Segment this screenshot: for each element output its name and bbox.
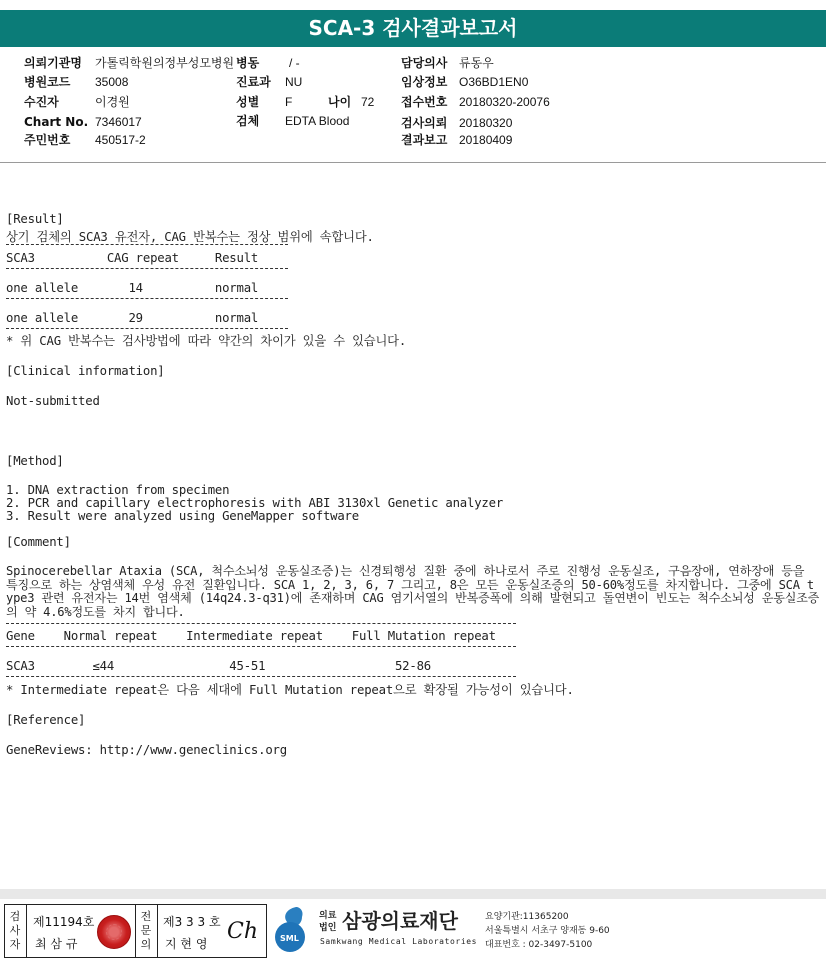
institution-label: 의뢰기관명 bbox=[24, 56, 82, 70]
comment-table-row: SCA3 ≤44 45-51 52-86 bbox=[6, 659, 431, 673]
receipt-label: 접수번호 bbox=[401, 95, 448, 109]
comment-paragraph: Spinocerebellar Ataxia (SCA, 척수소뇌성 운동실조증)는 신경퇴행성 질환 중에 하나로서 주로 진행성 운동실조, 구음장애, 연하장애 등을 특징으로 하는 상염색체 우성 유전 질환입니다. SCA 1, 2, 3, 6, 7 그리고, 8은 모든 운동실조증의 50-60%정도를 차지합니다. 그중에 SCA type3 관련 유전자는 14번 염색체 (14q24.3-q31)에 존재하며 CAG 염기서열의 반복증폭에 의해 발현되고 돌연변이 빈도는 척수소뇌성 운동실조증의 약 4.6%정도를 차지 합니다. bbox=[6, 564, 820, 619]
specialist-char: 문 bbox=[140, 924, 152, 937]
signature-box bbox=[4, 904, 267, 958]
clinical-heading: [Clinical information] bbox=[6, 364, 165, 378]
result-note: * 위 CAG 반복수는 검사방법에 따라 약간의 차이가 있을 수 있습니다. bbox=[6, 334, 407, 348]
ward-value: / - bbox=[289, 56, 300, 70]
age-value: 72 bbox=[361, 95, 375, 109]
header-divider bbox=[0, 162, 826, 163]
id-label: 주민번호 bbox=[24, 133, 71, 147]
comment-note: * Intermediate repeat은 다음 세대에 Full Mutation repeat으로 확장될 가능성이 있습니다. bbox=[6, 683, 574, 697]
examiner-char: 사 bbox=[9, 924, 21, 937]
result-row: one allele 29 normal bbox=[6, 311, 259, 325]
divider bbox=[6, 646, 516, 651]
reference-text: GeneReviews: http://www.geneclinics.org bbox=[6, 743, 287, 757]
patient-label: 수진자 bbox=[24, 95, 59, 109]
clinical-text: Not-submitted bbox=[6, 394, 100, 408]
ward-label: 병동 bbox=[236, 56, 260, 70]
divider bbox=[6, 268, 288, 273]
result-heading: [Result] bbox=[6, 212, 64, 226]
specimen-label: 검체 bbox=[236, 114, 260, 128]
receipt-value: 20180320-20076 bbox=[459, 95, 550, 109]
specimen-value: EDTA Blood bbox=[285, 114, 350, 128]
examiner-name: 최 삼 규 bbox=[35, 937, 78, 951]
institution-value: 가톨릭학원의정부성모병원 bbox=[95, 56, 235, 70]
divider bbox=[6, 676, 516, 681]
examiner-char: 검 bbox=[9, 910, 21, 923]
org-address: 서울특별시 서초구 양재동 9-60 bbox=[485, 926, 610, 936]
clinical-info-value: O36BD1EN0 bbox=[459, 75, 529, 89]
request-label: 검사의뢰 bbox=[401, 116, 448, 130]
report-body bbox=[6, 212, 821, 758]
doctor-value: 류동우 bbox=[459, 56, 494, 70]
chart-label: Chart No. bbox=[24, 115, 89, 129]
logo-badge: SML bbox=[280, 934, 299, 943]
method-item: 3. Result were analyzed using GeneMapper software bbox=[6, 509, 359, 523]
method-item: 1. DNA extraction from specimen bbox=[6, 483, 230, 497]
dept-label: 진료과 bbox=[236, 75, 271, 89]
specialist-char: 의 bbox=[140, 938, 152, 951]
footer-divider bbox=[0, 889, 826, 899]
id-value: 450517-2 bbox=[95, 133, 146, 147]
org-prefix: 의료 bbox=[319, 911, 337, 921]
org-name: 삼광의료재단 bbox=[342, 909, 458, 933]
examiner-license: 제11194호 bbox=[33, 915, 95, 929]
result-table-header: SCA3 CAG repeat Result bbox=[6, 251, 259, 265]
specialist-name: 지 현 영 bbox=[165, 937, 208, 951]
examiner-seal bbox=[97, 915, 131, 949]
org-phone: 대표번호 : 02-3497-5100 bbox=[485, 940, 593, 950]
specialist-signature: Ch bbox=[227, 919, 259, 944]
report-title: SCA-3 검사결과보고서 bbox=[0, 10, 826, 47]
examiner-char: 자 bbox=[9, 938, 21, 951]
divider bbox=[6, 623, 516, 628]
specialist-char: 전 bbox=[140, 910, 152, 923]
doctor-label: 담당의사 bbox=[401, 56, 448, 70]
patient-value: 이경원 bbox=[95, 95, 130, 109]
divider bbox=[6, 298, 288, 303]
comment-table-header: Gene Normal repeat Intermediate repeat Full Mutation repeat bbox=[6, 629, 496, 643]
sml-logo-icon bbox=[272, 905, 316, 953]
result-summary: 상기 검체의 SCA3 유전자, CAG 반복수는 정상 범위에 속합니다. bbox=[6, 230, 374, 244]
org-code: 요양기관:11365200 bbox=[485, 912, 569, 922]
divider bbox=[6, 328, 288, 333]
specialist-license: 제3 3 3 호 bbox=[163, 915, 221, 929]
reference-heading: [Reference] bbox=[6, 713, 86, 727]
sex-value: F bbox=[285, 95, 293, 109]
result-row: one allele 14 normal bbox=[6, 281, 259, 295]
org-prefix: 법인 bbox=[319, 923, 337, 933]
method-heading: [Method] bbox=[6, 454, 64, 468]
request-value: 20180320 bbox=[459, 116, 513, 130]
clinical-info-label: 임상정보 bbox=[401, 75, 448, 89]
report-date-value: 20180409 bbox=[459, 133, 513, 147]
age-label: 나이 bbox=[328, 95, 352, 109]
dept-value: NU bbox=[285, 75, 303, 89]
method-item: 2. PCR and capillary electrophoresis with ABI 3130xl Genetic analyzer bbox=[6, 496, 504, 510]
report-date-label: 결과보고 bbox=[401, 133, 448, 147]
hospital-code-label: 병원코드 bbox=[24, 75, 71, 89]
comment-heading: [Comment] bbox=[6, 535, 71, 549]
sex-label: 성별 bbox=[236, 95, 260, 109]
hospital-code-value: 35008 bbox=[95, 75, 129, 89]
chart-value: 7346017 bbox=[95, 115, 142, 129]
org-name-en: Samkwang Medical Laboratories bbox=[320, 937, 478, 946]
